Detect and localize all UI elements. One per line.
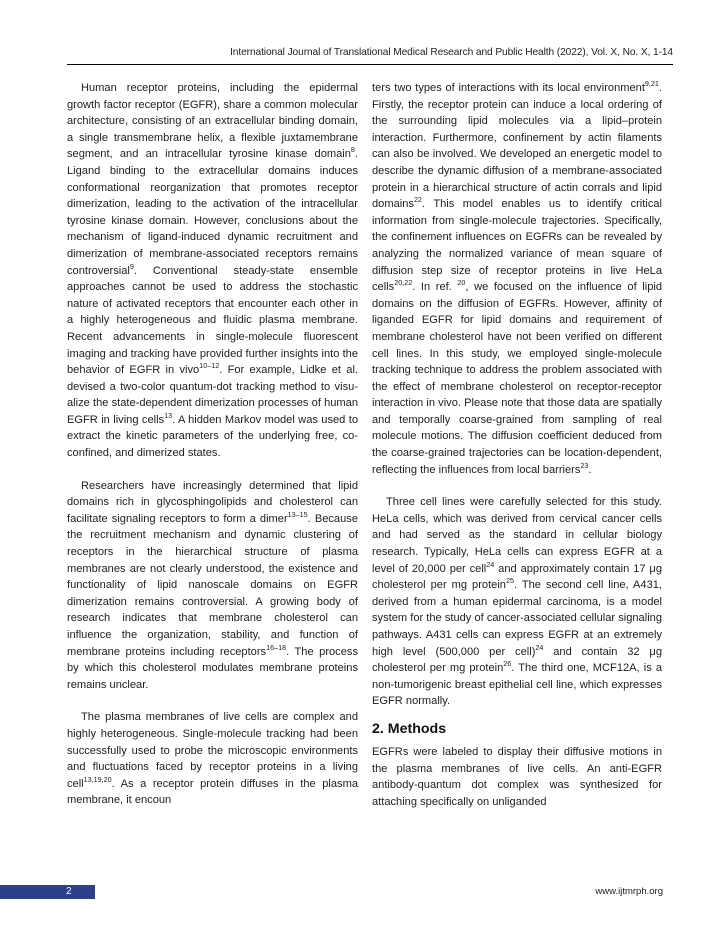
citation-ref: 9 [129,261,134,271]
paragraph: Researchers have increasingly determined that lipid domains rich in glycosphingolipids and cholesterol can facilitate signaling receptors to form a dimer$^{13-15}$. Because the recruitment mechanism and dynamic clustering of receptors in the hierarchical structure of plasma membranes are not clearly understood, the existence and functionality of lipid nanoscale domains on EGFR dimerization remains controversial. A growing body of research indicates that membrane cholesterol can influence the organization, stability, and function of membrane proteins including receptors$^{16-18}$. The process by which this cholesterol modulates membrane proteins remains unclear. [67,479,358,691]
citation-ref: 10–12 [199,361,220,371]
page-number: 2 [66,886,72,897]
running-head: International Journal of Translational Medical Research and Public Health (2022), Vol. X, No. X, 1-14 [67,45,673,65]
section-heading-methods: 2. Methods [372,720,447,737]
citation-ref: 23 [580,460,589,470]
paragraph: Human receptor proteins, including the epidermal growth factor receptor (EGFR), share a common molecular architecture, consisting of an extracellular binding domain, a single transmembrane helix, a flexible juxtamembrane segment, and an intracellular tyrosine kinase domain$^8$. Ligand binding to the extracellular domains induces conformational reorganization that promotes receptor dimerization, leading to the activation of the intracellular tyrosine kinase domain. However, conclusions about the mechanism of ligand-induced dynamic recruitment and dimerization of membrane-associated receptors remains controversial$^9$. Conventional steady-state ensemble approaches cannot be used to address the stochastic nature of activated receptors that encounter each other in a highly heterogeneous and fluidic plasma membrane. Recent advancements in single-molecule fluorescent imaging and tracking have provided further insights into the behavior of EGFR in vivo$^{10-12}$. For example, Lidke et al. devised a two-color quantum-dot tracking method to visualize the state-dependent dimerization processes of human EGFR in living cells$^{13}$. A hidden Markov model was used to extract the kinetic parameters of the underlying free, co-confined, and dimerized states. [67,82,358,460]
citation-ref: 9,21 [644,79,659,88]
journal-url[interactable]: www.ijtmrph.org [595,886,663,897]
citation-ref: 24 [535,642,544,652]
citation-ref: 22 [413,195,422,205]
citation-ref: 25 [505,576,514,586]
right-column [372,80,662,810]
paragraph-continuation: ters two types of interactions with its local environment$^{9,21}$. Firstly, the receptor protein can induce a local ordering of the surrounding lipid molecules via a lipid–protein interaction. Furthermore, confinement by actin filaments can also be involved. We developed an energetic model to describe the dynamic diffusion of a membrane-associated protein in a hierarchical structure of actin corrals and lipid domains$^{22}$. This model enables us to identify critical information from single-molecule trajectories. Specifically, the confinement influences on EGFRs can be revealed by analyzing the normalized variance of mean square of diffusion step size of receptor proteins in live HeLa cells$^{20,22}$. In ref. $^{20}$, we focused on the influence of lipid domains on the diffusion of EGFRs. However, affinity of liganded EGFR for lipid domains and requirement of membrane cholesterol have not been verified on different cell lines. In this study, we employed single-molecule tracking technique to address the problem associated with the effect of membrane cholesterol on receptor-receptor interaction in vivo. Please note that those data are spatially and temporally coarse-grained from sampling of real molecule motions. The diffusion coefficient deduced from the coarse-grained trajectories can be location-dependent, reflecting the influences from local barriers$^{23}$. [372,79,663,476]
citation-ref: 13,19,20 [83,774,112,784]
citation-ref: 24 [486,559,495,569]
paragraph: EGFRs were labeled to display their diffusive motions in the plasma membranes of live cells. An anti-EGFR antibody-quantum dot complex was synthesized for attaching specifically on unliganded [372,745,662,808]
paragraph: The plasma membranes of live cells are complex and highly heterogeneous. Single-molecule tracking had been successfully used to probe the microscopic environments and fluctuations faced by receptor proteins in a living cell$^{13,19,20}$. As a receptor protein diffuses in the plasma membrane, it encoun [67,711,358,807]
citation-ref: 16–18 [266,642,287,652]
citation-ref: 20 [457,278,466,288]
left-column [67,80,358,809]
citation-ref: 26 [503,659,512,669]
citation-ref: 13–15 [287,509,308,519]
citation-ref: 20,22 [394,278,413,288]
page-number-bar [0,885,95,899]
paragraph: Three cell lines were carefully selected for this study. HeLa cells, which was derived from cervical cancer cells and had served as the standard in cellular biology research. Typically, HeLa cells can express EGFR at a level of 20,000 per cell$^{24}$ and approximately contain 17 μg cholesterol per mg protein$^{25}$. The second cell line, A431, derived from a human epidermal carcinoma, is a model system for the study of cancer-associated cellular signaling pathways. A431 cells can express EGFR at an extremely high level (500,000 per cell)$^{24}$ and contain 32 μg cholesterol per mg protein$^{26}$. The third one, MCF12A, is a non-tumorigenic breast epithelial cell line, which expresses EGFR normally. [372,496,662,708]
citation-ref: 8 [350,145,355,155]
citation-ref: 13 [164,410,173,420]
